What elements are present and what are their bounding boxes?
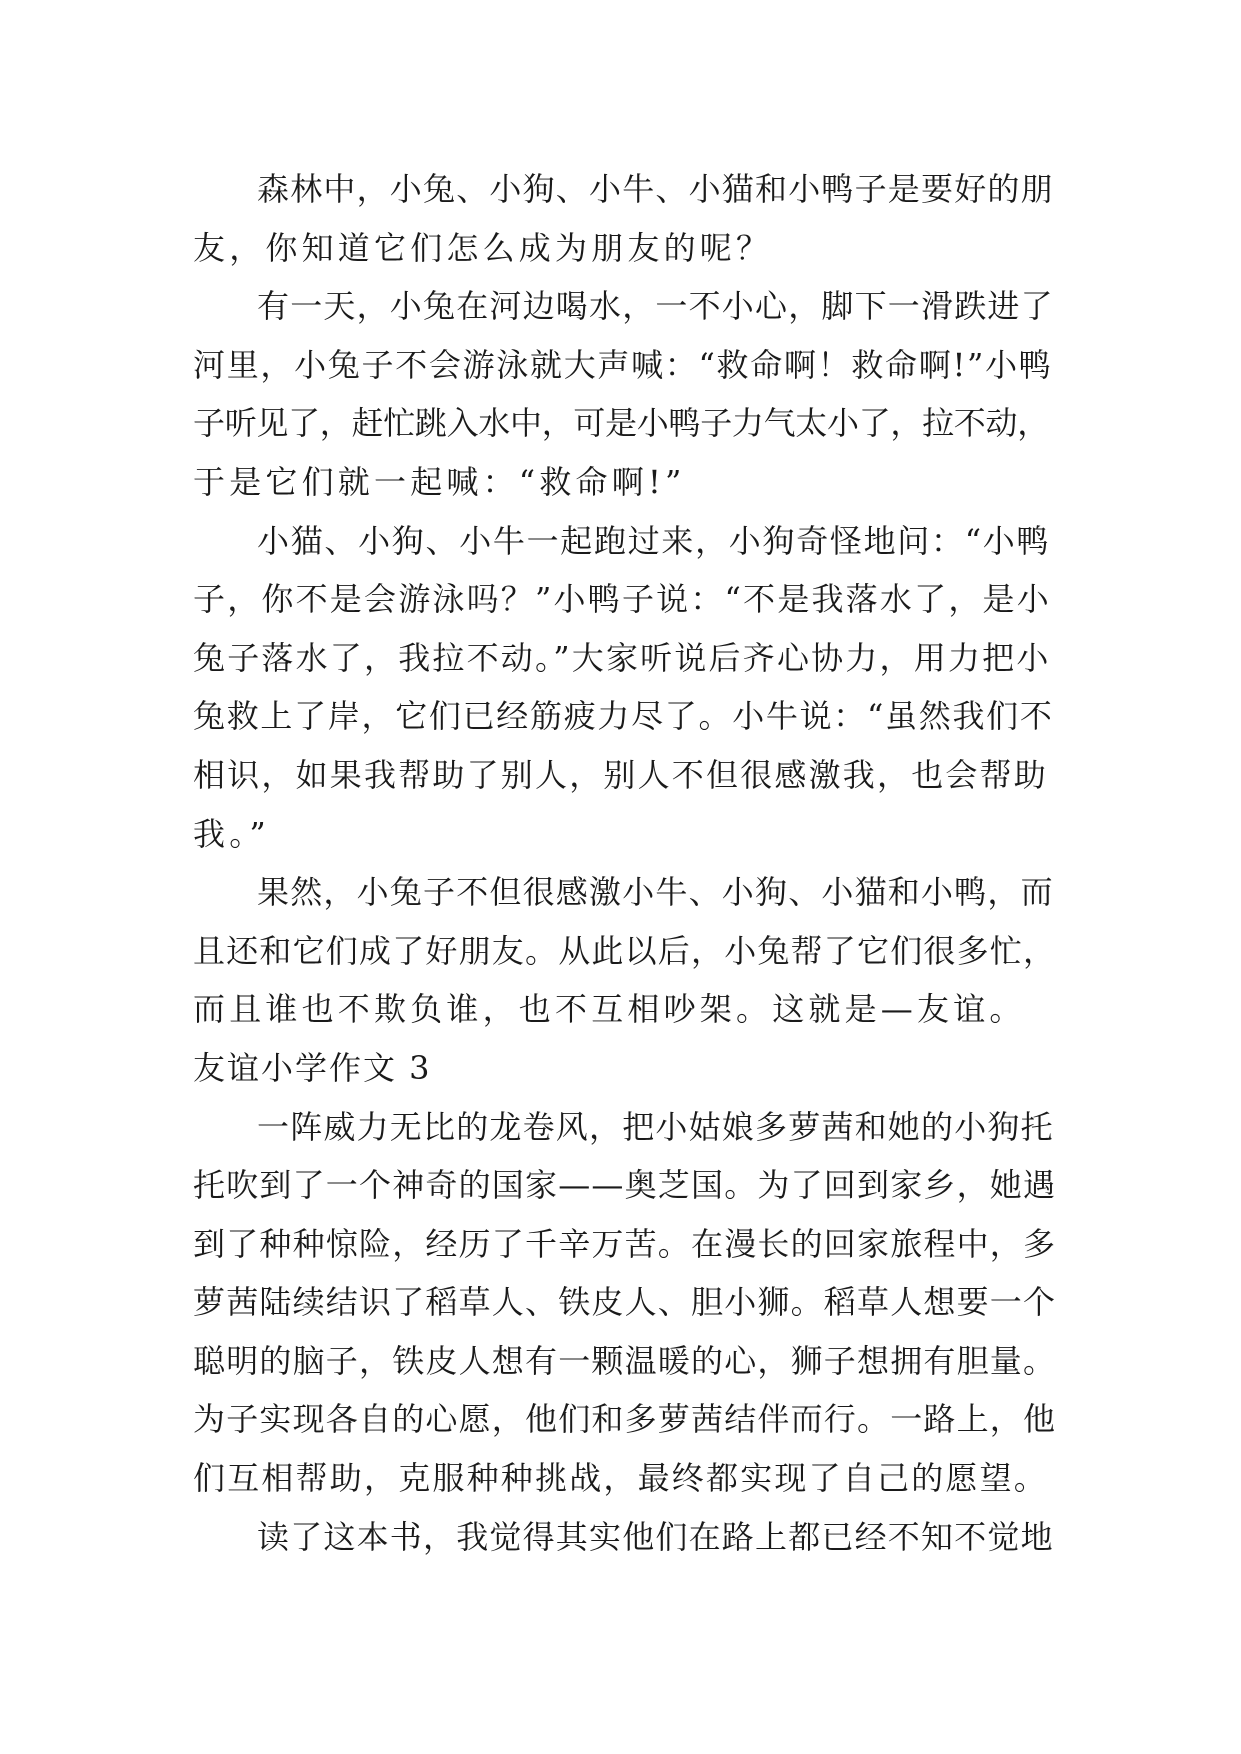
text-line: 森林中，小兔、小狗、小牛、小猫和小鸭子是要好的朋 bbox=[257, 170, 1054, 208]
text-line: 一阵威力无比的龙卷风，把小姑娘多萝茜和她的小狗托 bbox=[257, 1107, 1054, 1146]
text-line: 我。” bbox=[193, 814, 270, 853]
text-line: 友谊小学作文 3 bbox=[193, 1048, 432, 1087]
text-line: 子听见了，赶忙跳入水中，可是小鸭子力气太小了，拉不动， bbox=[193, 404, 1049, 443]
text-line: 兔救上了岸，它们已经筋疲力尽了。小牛说：“虽然我们不 bbox=[193, 697, 1054, 736]
text-line: 果然，小兔子不但很感激小牛、小狗、小猫和小鸭，而 bbox=[257, 873, 1054, 912]
text-line: 到了种种惊险，经历了千辛万苦。在漫长的回家旅程中，多 bbox=[193, 1224, 1057, 1263]
text-line: 为子实现各自的心愿，他们和多萝茜结伴而行。一路上，他 bbox=[193, 1400, 1057, 1439]
document-page bbox=[193, 160, 1058, 1566]
document-body bbox=[193, 160, 1058, 1566]
text-line: 于是它们就一起喊：“救命啊!” bbox=[193, 462, 686, 501]
paragraph bbox=[193, 160, 1058, 277]
paragraph bbox=[193, 1508, 1058, 1567]
text-line: 友，你知道它们怎么成为朋友的呢？ bbox=[193, 228, 773, 267]
paragraph bbox=[193, 863, 1058, 1039]
text-line: 读了这本书，我觉得其实他们在路上都已经不知不觉地 bbox=[257, 1517, 1054, 1556]
text-line: 聪明的脑子，铁皮人想有一颗温暖的心，狮子想拥有胆量。 bbox=[193, 1341, 1057, 1380]
text-line: 子，你不是会游泳吗？”小鸭子说：“不是我落水了，是小 bbox=[193, 580, 1051, 619]
text-line: 兔子落水了，我拉不动。”大家听说后齐心协力，用力把小 bbox=[193, 638, 1051, 677]
text-line: 而且谁也不欺负谁，也不互相吵架。这就是—友谊。 bbox=[193, 990, 1026, 1029]
text-line: 萝茜陆续结识了稻草人、铁皮人、胆小狮。稻草人想要一个 bbox=[193, 1283, 1057, 1322]
paragraph bbox=[193, 277, 1058, 511]
text-line: 小猫、小狗、小牛一起跑过来，小狗奇怪地问：“小鸭 bbox=[257, 521, 1051, 560]
text-line: 有一天，小兔在河边喝水，一不小心，脚下一滑跌进了 bbox=[257, 287, 1054, 326]
section-heading bbox=[193, 1039, 1058, 1098]
paragraph bbox=[193, 512, 1058, 864]
paragraph bbox=[193, 1098, 1058, 1508]
text-line: 且还和它们成了好朋友。从此以后，小兔帮了它们很多忙， bbox=[193, 931, 1057, 970]
text-line: 相识，如果我帮助了别人，别人不但很感激我，也会帮助 bbox=[193, 755, 1049, 794]
text-line: 们互相帮助，克服种种挑战，最终都实现了自己的愿望。 bbox=[193, 1459, 1049, 1498]
text-line: 河里，小兔子不会游泳就大声喊：“救命啊！救命啊!”小鸭 bbox=[193, 345, 1053, 384]
text-line: 托吹到了一个神奇的国家——奥芝国。为了回到家乡，她遇 bbox=[193, 1166, 1057, 1205]
